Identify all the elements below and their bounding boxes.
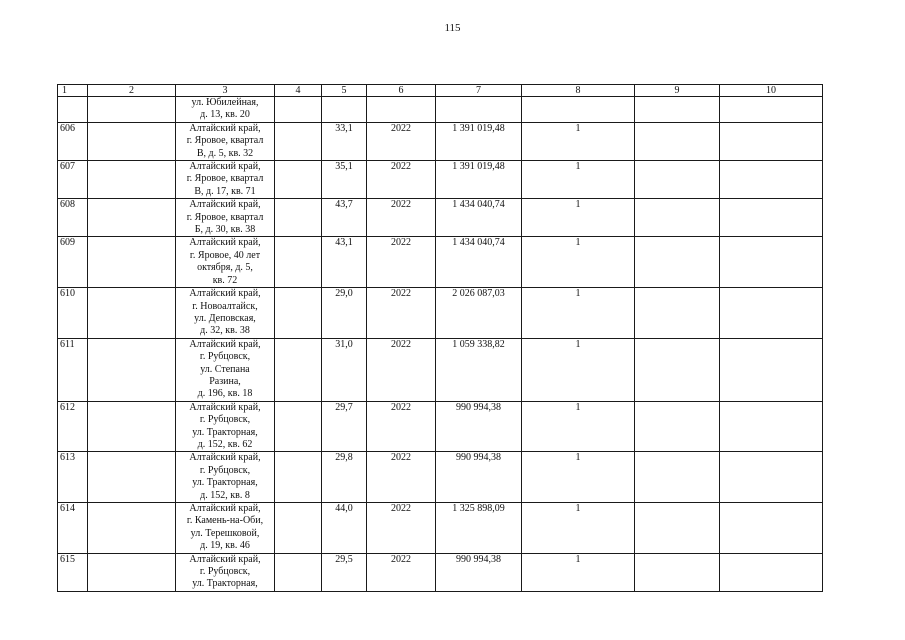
table-cell-col1: 609 bbox=[58, 237, 88, 288]
table-row bbox=[58, 288, 823, 339]
table-cell-col1: 614 bbox=[58, 503, 88, 554]
table-cell-col1: 608 bbox=[58, 199, 88, 237]
table-cell-col5: 44,0 bbox=[322, 503, 367, 554]
table-cell-col4 bbox=[275, 97, 322, 123]
table-cell-col7: 990 994,38 bbox=[436, 553, 522, 591]
table-cell-col6: 2022 bbox=[367, 503, 436, 554]
table-cell-col9 bbox=[635, 97, 720, 123]
table-cell-col8: 1 bbox=[522, 122, 635, 160]
table-cell-col9 bbox=[635, 237, 720, 288]
table-cell-col2 bbox=[88, 97, 176, 123]
table-cell-col8: 1 bbox=[522, 338, 635, 401]
table-cell-col8 bbox=[522, 97, 635, 123]
table-cell-col1: 606 bbox=[58, 122, 88, 160]
table-cell-col4 bbox=[275, 237, 322, 288]
table-cell-col4 bbox=[275, 199, 322, 237]
table-cell-col8: 1 bbox=[522, 452, 635, 503]
table-cell-col2 bbox=[88, 237, 176, 288]
table-cell-col9 bbox=[635, 452, 720, 503]
table-cell-col9 bbox=[635, 161, 720, 199]
table-cell-col2 bbox=[88, 503, 176, 554]
table-cell-col2 bbox=[88, 122, 176, 160]
table-cell-col10 bbox=[720, 452, 823, 503]
table-cell-col7: 1 434 040,74 bbox=[436, 237, 522, 288]
table-cell-col4 bbox=[275, 161, 322, 199]
column-header: 2 bbox=[88, 85, 176, 97]
table-cell-col6: 2022 bbox=[367, 237, 436, 288]
table-cell-col4 bbox=[275, 338, 322, 401]
table-cell-col3: Алтайский край, г. Рубцовск, ул. Тракторная, bbox=[176, 553, 275, 591]
table-cell-col3: Алтайский край, г. Рубцовск, ул. Степана Разина, д. 196, кв. 18 bbox=[176, 338, 275, 401]
table-cell-col8: 1 bbox=[522, 237, 635, 288]
table-cell-col9 bbox=[635, 553, 720, 591]
table-row bbox=[58, 401, 823, 452]
table-cell-col7: 990 994,38 bbox=[436, 401, 522, 452]
table-row bbox=[58, 199, 823, 237]
table-cell-col9 bbox=[635, 338, 720, 401]
table-cell-col3: Алтайский край, г. Яровое, квартал В, д. 5, кв. 32 bbox=[176, 122, 275, 160]
table-cell-col3: Алтайский край, г. Камень-на-Оби, ул. Терешковой, д. 19, кв. 46 bbox=[176, 503, 275, 554]
table-cell-col6: 2022 bbox=[367, 401, 436, 452]
table-cell-col2 bbox=[88, 338, 176, 401]
table-cell-col5 bbox=[322, 97, 367, 123]
table-cell-col10 bbox=[720, 338, 823, 401]
table-cell-col5: 29,5 bbox=[322, 553, 367, 591]
table-cell-col8: 1 bbox=[522, 503, 635, 554]
table-cell-col6: 2022 bbox=[367, 452, 436, 503]
table-cell-col5: 31,0 bbox=[322, 338, 367, 401]
table-cell-col10 bbox=[720, 199, 823, 237]
table-cell-col10 bbox=[720, 97, 823, 123]
column-header: 3 bbox=[176, 85, 275, 97]
table-cell-col10 bbox=[720, 161, 823, 199]
table-cell-col7: 1 391 019,48 bbox=[436, 122, 522, 160]
table-cell-col3: ул. Юбилейная, д. 13, кв. 20 bbox=[176, 97, 275, 123]
column-header: 7 bbox=[436, 85, 522, 97]
table-cell-col4 bbox=[275, 288, 322, 339]
table-cell-col5: 35,1 bbox=[322, 161, 367, 199]
column-header: 6 bbox=[367, 85, 436, 97]
table-cell-col9 bbox=[635, 503, 720, 554]
table-cell-col3: Алтайский край, г. Яровое, квартал В, д. 17, кв. 71 bbox=[176, 161, 275, 199]
table-cell-col3: Алтайский край, г. Яровое, 40 лет октября, д. 5, кв. 72 bbox=[176, 237, 275, 288]
header-row bbox=[58, 85, 823, 97]
table-cell-col5: 43,7 bbox=[322, 199, 367, 237]
table-cell-col6: 2022 bbox=[367, 161, 436, 199]
table-cell-col9 bbox=[635, 122, 720, 160]
table-cell-col5: 29,8 bbox=[322, 452, 367, 503]
table-cell-col10 bbox=[720, 401, 823, 452]
table-cell-col4 bbox=[275, 503, 322, 554]
table-cell-col3: Алтайский край, г. Яровое, квартал Б, д. 30, кв. 38 bbox=[176, 199, 275, 237]
table-cell-col4 bbox=[275, 122, 322, 160]
table-cell-col1: 615 bbox=[58, 553, 88, 591]
table-cell-col1: 611 bbox=[58, 338, 88, 401]
table-header bbox=[58, 85, 823, 97]
table-row bbox=[58, 237, 823, 288]
table-row bbox=[58, 338, 823, 401]
column-header: 9 bbox=[635, 85, 720, 97]
table-body bbox=[58, 97, 823, 592]
column-header: 1 bbox=[58, 85, 88, 97]
table-cell-col7: 1 434 040,74 bbox=[436, 199, 522, 237]
column-header: 5 bbox=[322, 85, 367, 97]
table-cell-col7: 1 325 898,09 bbox=[436, 503, 522, 554]
table-cell-col1: 613 bbox=[58, 452, 88, 503]
table-cell-col8: 1 bbox=[522, 553, 635, 591]
column-header: 4 bbox=[275, 85, 322, 97]
table-cell-col6: 2022 bbox=[367, 553, 436, 591]
table-row bbox=[58, 503, 823, 554]
table-cell-col9 bbox=[635, 401, 720, 452]
page-number: 115 bbox=[444, 22, 461, 34]
table-cell-col10 bbox=[720, 503, 823, 554]
column-header: 10 bbox=[720, 85, 823, 97]
table-cell-col8: 1 bbox=[522, 288, 635, 339]
table-cell-col1: 610 bbox=[58, 288, 88, 339]
table-cell-col6: 2022 bbox=[367, 199, 436, 237]
table-row bbox=[58, 122, 823, 160]
table-cell-col9 bbox=[635, 199, 720, 237]
table-cell-col6: 2022 bbox=[367, 288, 436, 339]
table-cell-col2 bbox=[88, 199, 176, 237]
table-cell-col2 bbox=[88, 161, 176, 199]
table-cell-col10 bbox=[720, 122, 823, 160]
table-cell-col4 bbox=[275, 401, 322, 452]
table-cell-col2 bbox=[88, 452, 176, 503]
register-table bbox=[57, 84, 823, 592]
table-row bbox=[58, 97, 823, 123]
table-cell-col7: 2 026 087,03 bbox=[436, 288, 522, 339]
table-cell-col6 bbox=[367, 97, 436, 123]
table-cell-col3: Алтайский край, г. Рубцовск, ул. Тракторная, д. 152, кв. 8 bbox=[176, 452, 275, 503]
table-cell-col7: 1 059 338,82 bbox=[436, 338, 522, 401]
table-cell-col9 bbox=[635, 288, 720, 339]
table-cell-col8: 1 bbox=[522, 199, 635, 237]
table-cell-col7: 990 994,38 bbox=[436, 452, 522, 503]
table-cell-col8: 1 bbox=[522, 161, 635, 199]
table-cell-col10 bbox=[720, 553, 823, 591]
table-cell-col6: 2022 bbox=[367, 122, 436, 160]
table-cell-col1: 607 bbox=[58, 161, 88, 199]
table-cell-col5: 33,1 bbox=[322, 122, 367, 160]
table-cell-col8: 1 bbox=[522, 401, 635, 452]
table-row bbox=[58, 161, 823, 199]
table-cell-col2 bbox=[88, 401, 176, 452]
table-cell-col7: 1 391 019,48 bbox=[436, 161, 522, 199]
table-cell-col2 bbox=[88, 553, 176, 591]
table-cell-col10 bbox=[720, 288, 823, 339]
table-cell-col1: 612 bbox=[58, 401, 88, 452]
table-cell-col10 bbox=[720, 237, 823, 288]
table-row bbox=[58, 452, 823, 503]
table-cell-col7 bbox=[436, 97, 522, 123]
table-cell-col4 bbox=[275, 553, 322, 591]
table-cell-col5: 43,1 bbox=[322, 237, 367, 288]
table-cell-col2 bbox=[88, 288, 176, 339]
table-row bbox=[58, 553, 823, 591]
table-cell-col3: Алтайский край, г. Новоалтайск, ул. Деповская, д. 32, кв. 38 bbox=[176, 288, 275, 339]
table-cell-col4 bbox=[275, 452, 322, 503]
column-header: 8 bbox=[522, 85, 635, 97]
table-cell-col6: 2022 bbox=[367, 338, 436, 401]
table-cell-col5: 29,0 bbox=[322, 288, 367, 339]
table-cell-col3: Алтайский край, г. Рубцовск, ул. Тракторная, д. 152, кв. 62 bbox=[176, 401, 275, 452]
table-cell-col5: 29,7 bbox=[322, 401, 367, 452]
table-cell-col1 bbox=[58, 97, 88, 123]
